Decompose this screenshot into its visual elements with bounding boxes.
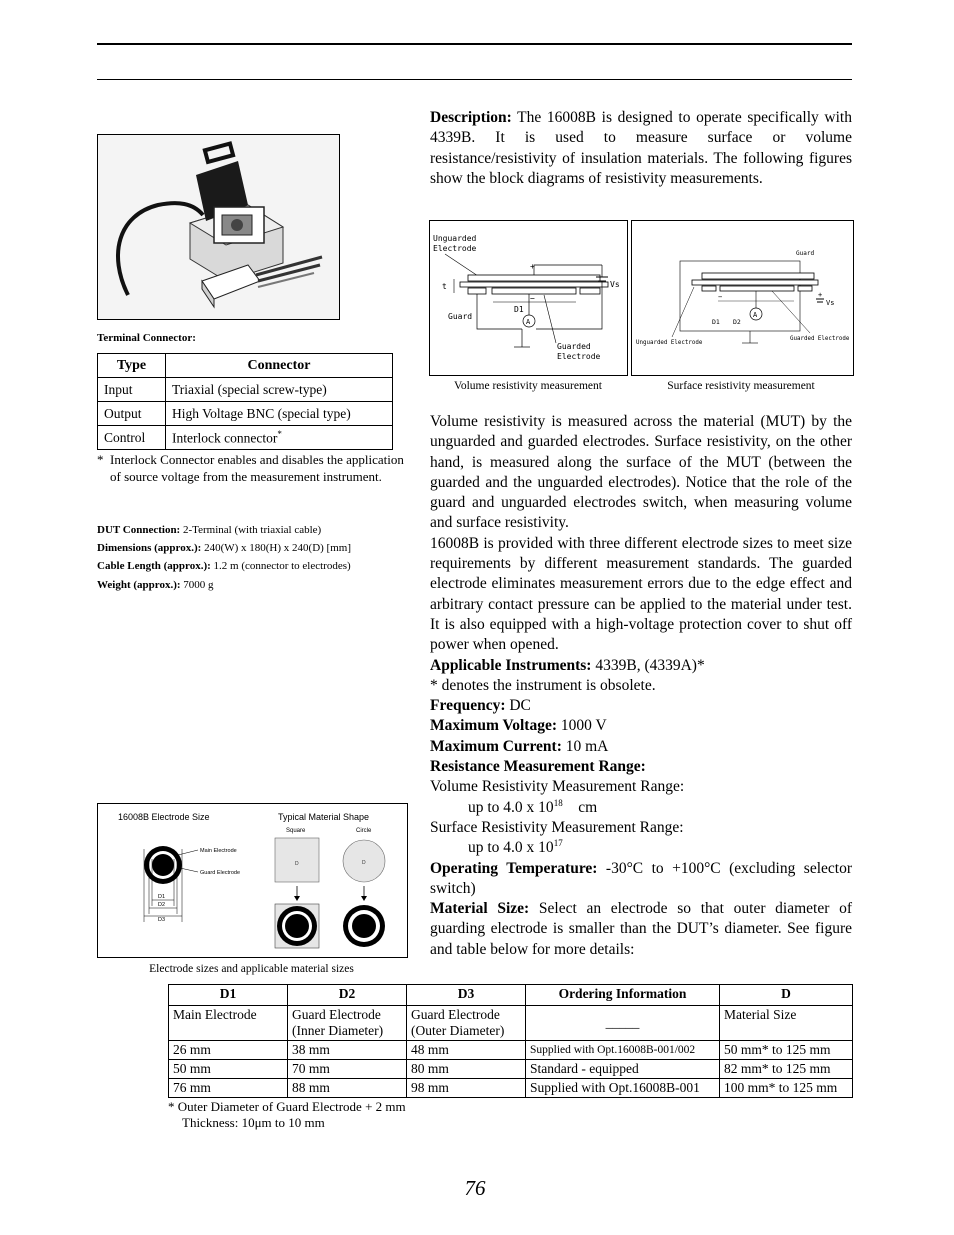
volume-resistivity-diagram	[429, 220, 628, 376]
maximum-voltage	[430, 716, 852, 736]
ammeter-label: A	[753, 311, 758, 319]
table-cell	[407, 1006, 526, 1041]
product-photo	[97, 134, 340, 320]
body-text	[430, 412, 852, 960]
spec-label: Maximum Voltage:	[430, 717, 558, 735]
spec-label: Dimensions (approx.):	[97, 542, 202, 555]
body-paragraph: 16008B is provided with three different electrode sizes to meet size requirements by different measurement standards. The guarded electrode eliminates measurement errors due to the edge effect and arbitrary contact pressure can be applied to the material under test. It is also equipped with a high-voltage protection cover to shut off power when opened.	[430, 534, 852, 654]
vs-label: Vs	[610, 280, 620, 289]
obsolete-note: * denotes the instrument is obsolete.	[430, 676, 656, 694]
guarded-electrode-label: Guarded Electrode	[790, 336, 850, 342]
connector-cell: Triaxial (special screw-type)	[166, 378, 393, 402]
electrode-diagram	[98, 804, 407, 957]
spec-value: 4339B, (4339A)*	[595, 656, 705, 674]
table-cell: Supplied with Opt.16008B-001/002	[526, 1041, 720, 1060]
spec-item	[97, 539, 417, 557]
d1-label: D1	[514, 305, 524, 314]
minus-sign: −	[530, 294, 535, 303]
table-header-row	[98, 354, 393, 378]
header-rule-thick	[97, 43, 852, 45]
range-base: up to 4.0 x 10	[468, 798, 554, 816]
spec-label: Frequency:	[430, 697, 506, 715]
column-header: D1	[169, 985, 288, 1006]
minus-sign: −	[718, 293, 723, 301]
type-cell: Input	[98, 378, 166, 402]
table-cell: 76 mm	[169, 1079, 288, 1098]
table-cell: 98 mm	[407, 1079, 526, 1098]
applicable-instruments	[430, 656, 852, 676]
spec-label: Cable Length (approx.):	[97, 560, 211, 573]
figure-title-left: 16008B Electrode Size	[118, 812, 210, 822]
footnote-line: Thickness: 10μm to 10 mm	[182, 1115, 325, 1130]
cell-line: (Outer Diameter)	[411, 1023, 505, 1038]
table-cell: Material Size	[720, 1006, 853, 1041]
table-cell: 26 mm	[169, 1041, 288, 1060]
spec-label: Material Size:	[430, 900, 530, 918]
description-label: Description:	[430, 109, 512, 126]
table-row	[169, 1041, 853, 1060]
volume-range-value	[430, 798, 852, 818]
range-heading	[430, 757, 852, 777]
circle-d-label: D	[362, 860, 366, 866]
surface-range-value	[430, 838, 852, 858]
spec-item	[97, 557, 417, 575]
maximum-current	[430, 737, 852, 757]
range-base: up to 4.0 x 10	[468, 839, 554, 857]
table-cell: 50 mm	[169, 1060, 288, 1079]
spec-list	[97, 521, 417, 594]
spec-label: Weight (approx.):	[97, 578, 181, 591]
column-header: Type	[98, 354, 166, 378]
connector-cell	[166, 426, 393, 450]
table-cell: 80 mm	[407, 1060, 526, 1079]
dimension-d3: D3	[158, 917, 166, 923]
surface-resistivity-diagram	[631, 220, 854, 376]
table-cell: 50 mm* to 125 mm	[720, 1041, 853, 1060]
table-cell: Supplied with Opt.16008B-001	[526, 1079, 720, 1098]
spec-value: Select an electrode so that outer diameter of guarding electrode is smaller than the DUT’s diameter. See figure and table below for more details:	[430, 900, 852, 958]
d2-label: D2	[733, 318, 741, 326]
guard-electrode-label: Guard Electrode	[200, 870, 241, 876]
shape-label-square: Square	[286, 828, 306, 834]
table-row	[169, 1006, 853, 1041]
footnote-mark: *	[277, 428, 282, 439]
column-header: D2	[288, 985, 407, 1006]
spec-item	[97, 521, 417, 539]
table-cell: 70 mm	[288, 1060, 407, 1079]
main-electrode-label: Main Electrode	[200, 848, 237, 854]
description-paragraph	[430, 108, 852, 189]
table-row	[169, 1079, 853, 1098]
terminal-connector-heading: Terminal Connector:	[97, 332, 196, 344]
spec-value: 2-Terminal (with triaxial cable)	[182, 524, 322, 536]
unguarded-label: Unguarded	[433, 234, 477, 243]
column-header: D	[720, 985, 853, 1006]
volume-diagram-caption: Volume resistivity measurement	[454, 380, 602, 392]
plus-sign: +	[818, 291, 823, 299]
dimension-d2: D2	[158, 902, 166, 908]
electrode-figure-caption: Electrode sizes and applicable material sizes	[149, 963, 354, 975]
figure-title-right: Typical Material Shape	[278, 812, 370, 822]
main-electrode-disc	[152, 854, 174, 876]
footnote-star: *	[97, 452, 104, 467]
unguarded-electrode-label: Unguarded Electrode	[636, 340, 703, 346]
operating-temperature	[430, 859, 852, 900]
electrode-table-footnote	[168, 1099, 406, 1131]
column-header: Ordering Information	[526, 985, 720, 1006]
guard-label: Guard	[448, 312, 473, 321]
table-cell: 48 mm	[407, 1041, 526, 1060]
table-cell: _____	[526, 1006, 720, 1041]
footnote-text: Interlock Connector enables and disables the application of source voltage from the measurement instrument.	[110, 452, 404, 484]
vs-label: Vs	[826, 299, 835, 307]
spec-value: -30°C to +100°C (excluding selector switch)	[430, 859, 852, 897]
table-row	[98, 402, 393, 426]
page-number: 76	[464, 1176, 486, 1200]
electrode-label: Electrode	[433, 244, 477, 253]
spec-value: 240(W) x 180(H) x 240(D) [mm]	[204, 542, 351, 555]
terminal-connector-table	[97, 353, 393, 450]
spec-value: 1.2 m (connector to electrodes)	[213, 560, 351, 573]
range-exponent: 17	[553, 838, 563, 849]
table-header-row	[169, 985, 853, 1006]
spec-label: Resistance Measurement Range:	[430, 758, 646, 776]
spec-label: Applicable Instruments:	[430, 656, 592, 674]
guarded-electrode-label: Electrode	[557, 352, 601, 361]
header-rule-thin	[97, 79, 852, 80]
connector-text: Interlock connector	[172, 430, 278, 446]
range-unit: cm	[578, 798, 598, 816]
surface-diagram-caption: Surface resistivity measurement	[667, 380, 815, 392]
type-cell: Control	[98, 426, 166, 450]
range-exponent: 18	[553, 797, 563, 808]
guard-label: Guard	[796, 250, 815, 257]
material-size	[430, 899, 852, 960]
surface-diagram-svg	[632, 221, 853, 375]
plus-sign: +	[530, 262, 535, 271]
spec-item	[97, 576, 417, 594]
table-cell: 82 mm* to 125 mm	[720, 1060, 853, 1079]
table-cell: 88 mm	[288, 1079, 407, 1098]
table-cell: 100 mm* to 125 mm	[720, 1079, 853, 1098]
electrode-size-figure	[97, 803, 408, 958]
table-row	[98, 426, 393, 450]
d1-label: D1	[712, 318, 720, 326]
volume-diagram-svg	[430, 221, 627, 375]
table-row	[98, 378, 393, 402]
square-material	[275, 838, 319, 882]
spec-value: 10 mA	[565, 737, 609, 755]
cell-line: (Inner Diameter)	[292, 1023, 384, 1038]
spec-label: Operating Temperature:	[430, 859, 598, 877]
frequency	[430, 696, 852, 716]
guarded-label: Guarded	[557, 342, 591, 351]
electrode-size-table	[168, 984, 853, 1098]
square-d-label: D	[295, 861, 299, 867]
description-text: The 16008B is designed to operate specifically with 4339B. It is used to measure surface or volume resistance/resistivity of insulation materials. The following figures show the block diagrams of resistivity measurements.	[430, 109, 852, 187]
table-cell	[288, 1006, 407, 1041]
footnote-line: * Outer Diameter of Guard Electrode + 2 mm	[168, 1099, 406, 1114]
cell-line: Guard Electrode	[411, 1007, 500, 1022]
spec-value: 1000 V	[560, 717, 607, 735]
spec-value: DC	[509, 697, 531, 715]
type-cell: Output	[98, 402, 166, 426]
table-row	[169, 1060, 853, 1079]
cell-line: Guard Electrode	[292, 1007, 381, 1022]
body-paragraph: Volume resistivity is measured across the material (MUT) by the unguarded and guarded electrodes. Surface resistivity, on the other hand, is measured along the surface of the MUT (between the guarded and the unguarded electrodes). Notice that the role of the guard and unguarded electrodes switch, when measuring volume and surface resistivity.	[430, 413, 852, 532]
column-header: Connector	[166, 354, 393, 378]
table-cell: Standard - equipped	[526, 1060, 720, 1079]
spec-value: 7000 g	[183, 578, 214, 591]
column-header: D3	[407, 985, 526, 1006]
shape-label-circle: Circle	[356, 828, 372, 834]
thickness-label: t	[442, 282, 447, 291]
dimension-d1: D1	[158, 894, 166, 900]
ammeter-label: A	[526, 318, 531, 326]
spec-label: DUT Connection:	[97, 524, 181, 536]
volume-range-label: Volume Resistivity Measurement Range:	[430, 778, 685, 796]
table-cell: Main Electrode	[169, 1006, 288, 1041]
surface-range-label: Surface Resistivity Measurement Range:	[430, 818, 684, 836]
connector-cell: High Voltage BNC (special type)	[166, 402, 393, 426]
spec-label: Maximum Current:	[430, 737, 562, 755]
product-photo-illustration	[98, 135, 339, 319]
table-cell: 38 mm	[288, 1041, 407, 1060]
